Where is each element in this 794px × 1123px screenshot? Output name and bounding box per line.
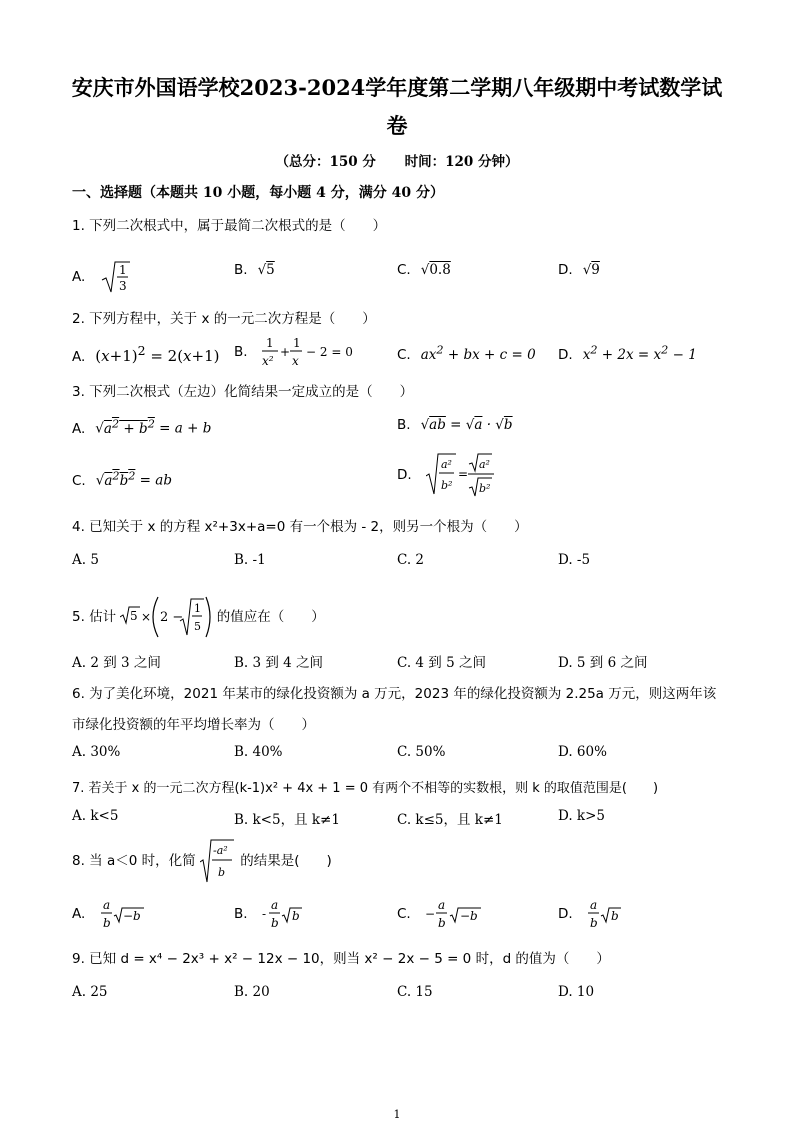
svg-text:b: b (589, 916, 598, 930)
svg-text:b: b (217, 866, 225, 879)
question-stem-continued: 市绿化投资额的年平均增长率为（ ） (72, 717, 315, 733)
option-d: D. $x^2 + 2x = x^2 - 1$ (558, 343, 697, 363)
svg-text:−b: −b (460, 909, 478, 923)
svg-text:b²: b² (440, 479, 453, 492)
svg-text:1: 1 (292, 336, 301, 350)
question-stem: 7. 若关于 x 的一元二次方程(k-1)x² + 4x + 1 = 0 有两个不相等的实数根，则 k 的取值范围是( ) (72, 781, 659, 796)
option-d: D. -5 (558, 552, 591, 568)
option-c: C. − a b −b (397, 896, 485, 932)
option-a: A. k<5 (72, 808, 119, 824)
option-a: A. 1 3 (72, 260, 130, 294)
option-a: A. a b −b (72, 896, 146, 932)
frac-sqrt-icon (262, 896, 308, 932)
option-b: B. 20 (234, 984, 270, 1000)
svg-text:b: b (610, 909, 619, 923)
svg-text:−b: −b (122, 909, 141, 923)
question-stem: 5. 估计 5 × 2 − 1 5 的值应在（ ） (72, 593, 325, 641)
option-b: B. √5 (234, 262, 275, 278)
exam-title: 安庆市外国语学校2023-2024学年度第二学期八年级期中考试数学试 (71, 75, 723, 100)
svg-text:b: b (438, 916, 446, 930)
frac-sqrt-icon (587, 896, 627, 932)
question-stem: 9. 已知 d = x⁴ − 2x³ + x² − 12x − 10，则当 x² − 2x − 5 = 0 时，d 的值为（ ） (72, 951, 610, 967)
svg-text:a²: a² (478, 458, 490, 471)
svg-text:b²: b² (478, 482, 491, 495)
svg-text:-a²: -a² (212, 844, 228, 857)
svg-text:1: 1 (118, 263, 127, 277)
option-b: B. 1 x² + 1 x − 2 = 0 (234, 334, 362, 370)
question-stem: 6. 为了美化环境，2021 年某市的绿化投资额为 a 万元，2023 年的绿化投资额为 2.25a 万元，则这两年该 (72, 686, 717, 702)
svg-text:5: 5 (130, 609, 139, 623)
option-c: C. $ax^2$ + bx + c = 0 (397, 343, 536, 363)
total-score: （总分：150 分 (275, 154, 376, 170)
option-a: A. 5 (72, 552, 99, 568)
option-c: C. $√a^2b^2$ = ab (72, 469, 172, 489)
question-stem: 2. 下列方程中，关于 x 的一元二次方程是（ ） (72, 311, 376, 327)
option-c: C. 2 (397, 552, 425, 568)
option-d: D. k>5 (558, 808, 606, 824)
option-b: B. √ab = √a · √b (397, 417, 513, 433)
option-b: B. 3 到 4 之间 (234, 655, 324, 671)
svg-text:x²: x² (261, 354, 274, 368)
option-c: C. 15 (397, 984, 433, 1000)
svg-text:b: b (291, 909, 300, 923)
option-a: A. 30% (72, 744, 121, 760)
svg-text:×: × (141, 610, 152, 624)
svg-text:a²: a² (440, 458, 452, 471)
question-stem: 4. 已知关于 x 的方程 x²+3x+a=0 有一个根为 - 2，则另一个根为（ ） (72, 519, 528, 535)
q5-expression-icon (120, 593, 212, 641)
frac-sqrt-icon (425, 896, 485, 932)
svg-text:−: − (425, 907, 436, 921)
svg-text:1: 1 (194, 602, 202, 615)
option-d: D. 5 到 6 之间 (558, 655, 648, 671)
frac-sqrt-icon (100, 896, 146, 932)
option-c: C. k≤5，且 k≠1 (397, 812, 503, 828)
question-stem: 1. 下列二次根式中，属于最简二次根式的是（ ） (72, 218, 387, 234)
svg-text:a: a (270, 898, 279, 912)
option-d: D. a² b² = a² b² (397, 452, 506, 498)
option-b: B. 40% (234, 744, 283, 760)
svg-text:+: + (279, 345, 290, 359)
question-stem: 3. 下列二次根式（左边）化简结果一定成立的是（ ） (72, 384, 414, 400)
fraction-equation-icon (262, 334, 362, 370)
svg-text:b: b (270, 916, 279, 930)
option-c: C. 4 到 5 之间 (397, 655, 486, 671)
question-stem: 8. 当 a＜0 时，化简 -a² b 的结果是( ) (72, 838, 332, 884)
option-b: B. - a b b (234, 896, 308, 932)
option-c: C. √0.8 (397, 262, 451, 278)
svg-text:x: x (291, 354, 299, 368)
svg-text:3: 3 (118, 279, 127, 293)
option-b: B. -1 (234, 552, 266, 568)
option-d: D. 60% (558, 744, 607, 760)
svg-text:-: - (261, 907, 266, 921)
sqrt-quotient-icon (426, 452, 506, 498)
page-number: 1 (393, 1108, 401, 1121)
svg-text:2 −: 2 − (160, 610, 184, 625)
option-d: D. √9 (558, 262, 600, 278)
option-d: D. 10 (558, 984, 595, 1000)
svg-text:1: 1 (265, 336, 274, 350)
option-b: B. k<5，且 k≠1 (234, 812, 340, 828)
option-a: A. $√a^2 + b^2 = a + b$ (72, 417, 212, 437)
svg-text:a: a (438, 898, 446, 912)
svg-text:a: a (589, 898, 598, 912)
exam-title-continued: 卷 (386, 113, 408, 138)
option-a: A. 25 (72, 984, 108, 1000)
svg-text:b: b (102, 916, 111, 930)
svg-text:− 2 = 0: − 2 = 0 (305, 345, 353, 359)
exam-time: 时间：120 分钟） (404, 154, 519, 170)
svg-text:=: = (457, 467, 469, 481)
option-d: D. a b b (558, 896, 627, 932)
exam-info (0, 150, 794, 170)
section-heading: 一、选择题（本题共 10 小题，每小题 4 分，满分 40 分） (72, 185, 444, 201)
option-a: A. 2 到 3 之间 (72, 655, 161, 671)
option-c: C. 50% (397, 744, 446, 760)
sqrt-fraction-icon (100, 260, 130, 294)
svg-text:a: a (102, 898, 110, 912)
q8-sqrt-icon (200, 838, 236, 884)
option-a: A. $(x+1)^2 = 2(x+1)$ (72, 343, 220, 365)
svg-text:5: 5 (194, 620, 202, 633)
